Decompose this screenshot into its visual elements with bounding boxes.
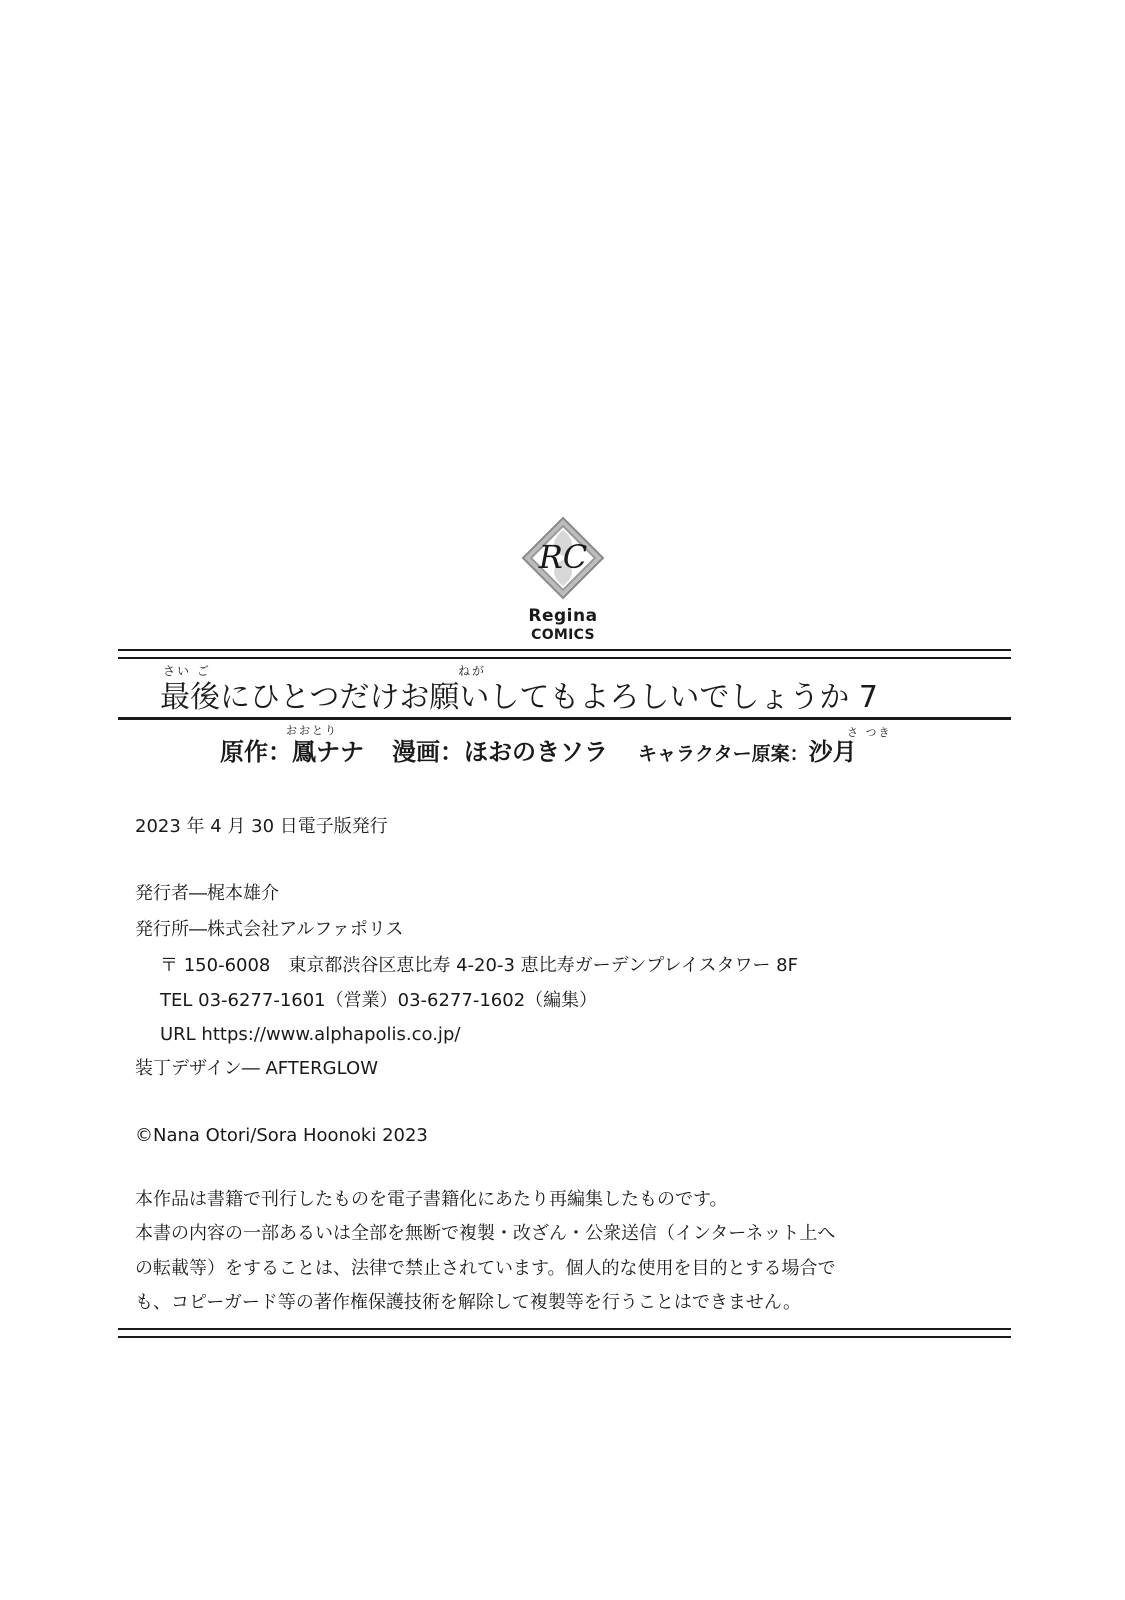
credit-ruby-author: おおとり [286, 724, 338, 737]
title-ruby-negai: ねが [458, 664, 487, 678]
publication-date: 2023 年 4 月 30 日電子版発行 [135, 816, 388, 837]
manga-label: 漫画： [392, 738, 464, 766]
notice-line-4: も、コピーガード等の著作権保護技術を解除して複製等を行うことはできません。 [135, 1292, 801, 1313]
publisher-address: 〒 150-6008 東京都渋谷区恵比寿 4-20-3 恵比寿ガーデンプレイスタワー 8F [160, 955, 798, 976]
rc-diamond-emblem [521, 516, 605, 600]
bottom-rule-1 [118, 1328, 1011, 1330]
cover-design: 装丁デザイン― AFTERGLOW [135, 1058, 378, 1079]
regina-comics-logo [512, 516, 614, 646]
book-title: 最後にひとつだけお願いしてもよろしいでしょうか 7 [160, 680, 879, 715]
publisher-person: 発行者―梶本雄介 [135, 883, 279, 904]
top-rule-2 [118, 657, 1011, 659]
publisher-tel: TEL 03-6277-1601（営業）03-6277-1602（編集） [160, 990, 598, 1011]
credits-line [220, 736, 857, 770]
original-label: 原作： [220, 738, 292, 766]
logo-brand-line1: Regina [528, 606, 598, 626]
title-underline [118, 717, 1011, 720]
manga-artist: ほおのきソラ [464, 738, 608, 766]
notice-line-1: 本作品は書籍で刊行したものを電子書籍化にあたり再編集したものです。 [135, 1189, 728, 1210]
logo-brand-line2: COMICS [531, 627, 595, 643]
title-ruby-saigo: さい ご [163, 664, 211, 678]
logo-mark-text: RC [538, 538, 588, 576]
copyright: ©Nana Otori/Sora Hoonoki 2023 [135, 1125, 428, 1146]
original-author: 鳳ナナ [292, 738, 364, 766]
notice-line-3: の転載等）をすることは、法律で禁止されています。個人的な使用を目的とする場合で [135, 1258, 836, 1279]
notice-line-2: 本書の内容の一部あるいは全部を無断で複製・改ざん・公衆送信（インターネット上へ [135, 1223, 836, 1244]
bottom-rule-2 [118, 1336, 1011, 1338]
credit-ruby-designer: さ つき [847, 726, 892, 739]
character-label: キャラクター原案： [638, 743, 809, 765]
character-designer: 沙月 [808, 738, 857, 766]
top-rule-1 [118, 649, 1011, 651]
publisher-company: 発行所―株式会社アルファポリス [135, 919, 404, 940]
publisher-url: URL https://www.alphapolis.co.jp/ [160, 1024, 461, 1045]
